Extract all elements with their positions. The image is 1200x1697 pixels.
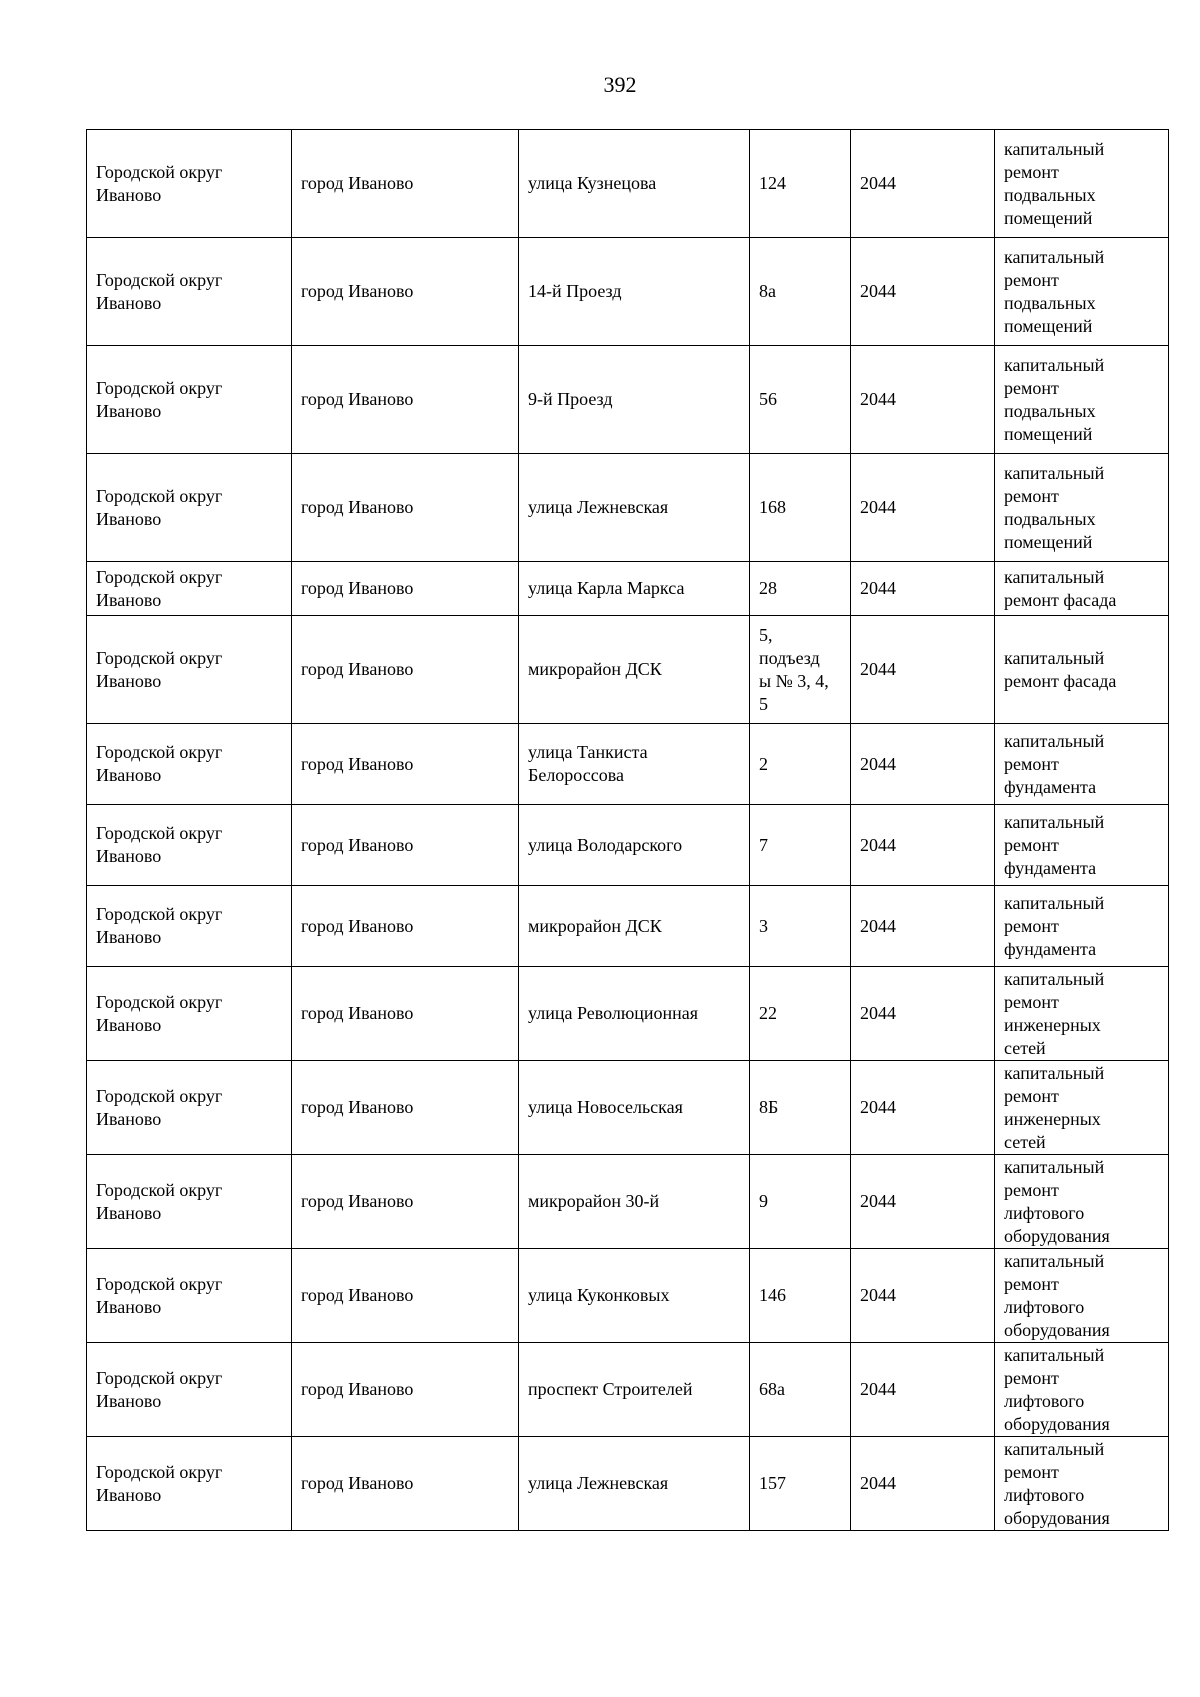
year-cell-text: 2044 — [860, 1097, 896, 1117]
house-number-cell-text: 146 — [759, 1285, 786, 1305]
house-number-cell-text: 2 — [759, 753, 768, 774]
settlement-cell — [292, 130, 519, 238]
year-cell — [851, 1249, 995, 1343]
street-cell-text: микрорайон ДСК — [528, 659, 662, 679]
table-row — [87, 1155, 1169, 1249]
house-number-cell — [750, 562, 851, 616]
street-cell-text: улица Куконковых — [528, 1285, 670, 1305]
municipality-cell — [87, 1061, 292, 1155]
work-type-cell-text: капитальный ремонт лифтового оборудования — [1004, 1344, 1110, 1434]
municipality-cell-text: Городской округ Иваново — [96, 161, 223, 205]
street-cell — [519, 454, 750, 562]
house-number-cell — [750, 1437, 851, 1531]
house-number-cell-text: 124 — [759, 173, 786, 193]
year-cell-text: 2044 — [860, 281, 896, 301]
table-row — [87, 454, 1169, 562]
street-cell-text: проспект Строителей — [528, 1379, 693, 1399]
year-cell — [851, 1155, 995, 1249]
page-number: 392 — [603, 72, 637, 97]
settlement-cell — [292, 724, 519, 805]
municipality-cell — [87, 238, 292, 346]
house-number-cell — [750, 454, 851, 562]
house-number-cell — [750, 805, 851, 886]
year-cell — [851, 886, 995, 967]
work-type-cell — [995, 454, 1169, 562]
works-table — [86, 129, 1169, 1531]
house-number-cell — [750, 1061, 851, 1155]
year-cell — [851, 238, 995, 346]
work-type-cell — [995, 130, 1169, 238]
settlement-cell-text: город Иваново — [301, 1379, 414, 1399]
work-type-cell-text: капитальный ремонт инженерных сетей — [1004, 1062, 1105, 1152]
street-cell — [519, 1343, 750, 1437]
house-number-cell — [750, 346, 851, 454]
street-cell — [519, 805, 750, 886]
settlement-cell-text: город Иваново — [301, 834, 414, 855]
municipality-cell — [87, 562, 292, 616]
house-number-cell-text: 56 — [759, 389, 777, 409]
house-number-cell-text: 68а — [759, 1379, 785, 1399]
table-row — [87, 238, 1169, 346]
house-number-cell — [750, 1249, 851, 1343]
work-type-cell-text: капитальный ремонт фундамента — [1004, 892, 1105, 959]
year-cell-text: 2044 — [860, 173, 896, 193]
settlement-cell-text: город Иваново — [301, 1473, 414, 1493]
house-number-cell-text: 9 — [759, 1191, 768, 1211]
street-cell — [519, 238, 750, 346]
street-cell-text: улица Володарского — [528, 834, 683, 855]
street-cell — [519, 616, 750, 724]
street-cell-text: микрорайон ДСК — [528, 915, 662, 936]
work-type-cell — [995, 616, 1169, 724]
settlement-cell — [292, 616, 519, 724]
street-cell-text: улица Лежневская — [528, 497, 669, 517]
house-number-cell-text: 8а — [759, 281, 776, 301]
settlement-cell — [292, 886, 519, 967]
work-type-cell — [995, 886, 1169, 967]
street-cell — [519, 130, 750, 238]
year-cell — [851, 1437, 995, 1531]
table-row — [87, 562, 1169, 616]
house-number-cell — [750, 1343, 851, 1437]
settlement-cell — [292, 1061, 519, 1155]
year-cell-text: 2044 — [860, 1003, 896, 1023]
street-cell-text: улица Карла Маркса — [528, 578, 685, 598]
settlement-cell — [292, 1437, 519, 1531]
street-cell-text: улица Революционная — [528, 1003, 699, 1023]
settlement-cell — [292, 346, 519, 454]
work-type-cell-text: капитальный ремонт фасада — [1004, 566, 1117, 610]
table-row — [87, 724, 1169, 805]
settlement-cell — [292, 1155, 519, 1249]
year-cell — [851, 1343, 995, 1437]
year-cell-text: 2044 — [860, 834, 896, 855]
work-type-cell-text: капитальный ремонт лифтового оборудования — [1004, 1250, 1110, 1340]
street-cell-text: улица Танкиста Белороссова — [528, 742, 648, 785]
year-cell-text: 2044 — [860, 659, 896, 679]
work-type-cell — [995, 238, 1169, 346]
work-type-cell-text: капитальный ремонт подвальных помещений — [1004, 246, 1105, 336]
settlement-cell-text: город Иваново — [301, 281, 414, 301]
table-row — [87, 616, 1169, 724]
settlement-cell-text: город Иваново — [301, 1097, 414, 1117]
municipality-cell — [87, 1155, 292, 1249]
settlement-cell-text: город Иваново — [301, 753, 414, 774]
work-type-cell-text: капитальный ремонт лифтового оборудования — [1004, 1156, 1110, 1246]
street-cell — [519, 1155, 750, 1249]
work-type-cell-text: капитальный ремонт подвальных помещений — [1004, 354, 1105, 444]
year-cell — [851, 454, 995, 562]
settlement-cell-text: город Иваново — [301, 389, 414, 409]
work-type-cell-text: капитальный ремонт фундамента — [1004, 811, 1105, 878]
house-number-cell-text: 168 — [759, 497, 786, 517]
year-cell-text: 2044 — [860, 578, 896, 598]
work-type-cell-text: капитальный ремонт лифтового оборудования — [1004, 1438, 1110, 1528]
street-cell-text: микрорайон 30-й — [528, 1191, 660, 1211]
municipality-cell-text: Городской округ Иваново — [96, 1179, 223, 1223]
municipality-cell — [87, 616, 292, 724]
street-cell — [519, 346, 750, 454]
municipality-cell-text: Городской округ Иваново — [96, 904, 223, 947]
table-row — [87, 346, 1169, 454]
settlement-cell — [292, 1249, 519, 1343]
settlement-cell — [292, 238, 519, 346]
house-number-cell-text: 7 — [759, 834, 768, 855]
street-cell — [519, 1061, 750, 1155]
year-cell-text: 2044 — [860, 1191, 896, 1211]
settlement-cell-text: город Иваново — [301, 1285, 414, 1305]
work-type-cell — [995, 1437, 1169, 1531]
house-number-cell-text: 3 — [759, 915, 768, 936]
year-cell — [851, 967, 995, 1061]
work-type-cell — [995, 562, 1169, 616]
work-type-cell — [995, 1061, 1169, 1155]
settlement-cell — [292, 1343, 519, 1437]
year-cell — [851, 616, 995, 724]
year-cell — [851, 346, 995, 454]
municipality-cell — [87, 967, 292, 1061]
house-number-cell-text: 157 — [759, 1473, 786, 1493]
settlement-cell-text: город Иваново — [301, 173, 414, 193]
year-cell-text: 2044 — [860, 497, 896, 517]
house-number-cell-text: 8Б — [759, 1097, 779, 1117]
table-row — [87, 805, 1169, 886]
work-type-cell — [995, 805, 1169, 886]
year-cell-text: 2044 — [860, 1473, 896, 1493]
house-number-cell — [750, 724, 851, 805]
house-number-cell — [750, 130, 851, 238]
municipality-cell-text: Городской округ Иваново — [96, 742, 223, 785]
street-cell — [519, 1249, 750, 1343]
settlement-cell-text: город Иваново — [301, 497, 414, 517]
street-cell — [519, 562, 750, 616]
table-body — [87, 130, 1169, 1531]
work-type-cell — [995, 1343, 1169, 1437]
work-type-cell — [995, 346, 1169, 454]
municipality-cell — [87, 130, 292, 238]
street-cell — [519, 886, 750, 967]
settlement-cell — [292, 454, 519, 562]
municipality-cell — [87, 1437, 292, 1531]
year-cell-text: 2044 — [860, 389, 896, 409]
year-cell — [851, 805, 995, 886]
work-type-cell — [995, 1155, 1169, 1249]
work-type-cell-text: капитальный ремонт подвальных помещений — [1004, 138, 1105, 228]
settlement-cell-text: город Иваново — [301, 915, 414, 936]
street-cell-text: 9-й Проезд — [528, 389, 613, 409]
house-number-cell-text: 5, подъезд ы № 3, 4, 5 — [759, 624, 829, 714]
municipality-cell-text: Городской округ Иваново — [96, 823, 223, 866]
street-cell-text: улица Кузнецова — [528, 173, 657, 193]
year-cell-text: 2044 — [860, 1285, 896, 1305]
table-row — [87, 1437, 1169, 1531]
municipality-cell-text: Городской округ Иваново — [96, 1461, 223, 1505]
table-row — [87, 1249, 1169, 1343]
municipality-cell-text: Городской округ Иваново — [96, 991, 223, 1035]
municipality-cell — [87, 805, 292, 886]
settlement-cell-text: город Иваново — [301, 1191, 414, 1211]
settlement-cell — [292, 805, 519, 886]
municipality-cell — [87, 1343, 292, 1437]
work-type-cell-text: капитальный ремонт фасада — [1004, 647, 1117, 691]
house-number-cell-text: 22 — [759, 1003, 777, 1023]
table-row — [87, 130, 1169, 238]
municipality-cell-text: Городской округ Иваново — [96, 269, 223, 313]
municipality-cell-text: Городской округ Иваново — [96, 647, 223, 691]
table-row — [87, 1343, 1169, 1437]
table-row — [87, 967, 1169, 1061]
settlement-cell-text: город Иваново — [301, 578, 414, 598]
municipality-cell — [87, 346, 292, 454]
settlement-cell — [292, 562, 519, 616]
table-row — [87, 1061, 1169, 1155]
work-type-cell-text: капитальный ремонт фундамента — [1004, 730, 1105, 797]
house-number-cell — [750, 886, 851, 967]
street-cell-text: улица Лежневская — [528, 1473, 669, 1493]
work-type-cell — [995, 1249, 1169, 1343]
municipality-cell-text: Городской округ Иваново — [96, 1085, 223, 1129]
street-cell-text: улица Новосельская — [528, 1097, 683, 1117]
work-type-cell — [995, 967, 1169, 1061]
municipality-cell-text: Городской округ Иваново — [96, 1367, 223, 1411]
table-row — [87, 886, 1169, 967]
settlement-cell — [292, 967, 519, 1061]
municipality-cell-text: Городской округ Иваново — [96, 566, 223, 610]
year-cell — [851, 130, 995, 238]
municipality-cell — [87, 1249, 292, 1343]
year-cell — [851, 562, 995, 616]
municipality-cell — [87, 886, 292, 967]
year-cell-text: 2044 — [860, 1379, 896, 1399]
work-type-cell-text: капитальный ремонт инженерных сетей — [1004, 968, 1105, 1058]
house-number-cell-text: 28 — [759, 578, 777, 598]
municipality-cell-text: Городской округ Иваново — [96, 377, 223, 421]
municipality-cell — [87, 454, 292, 562]
year-cell — [851, 724, 995, 805]
settlement-cell-text: город Иваново — [301, 659, 414, 679]
settlement-cell-text: город Иваново — [301, 1003, 414, 1023]
house-number-cell — [750, 238, 851, 346]
house-number-cell — [750, 967, 851, 1061]
year-cell — [851, 1061, 995, 1155]
work-type-cell-text: капитальный ремонт подвальных помещений — [1004, 462, 1105, 552]
municipality-cell-text: Городской округ Иваново — [96, 1273, 223, 1317]
work-type-cell — [995, 724, 1169, 805]
year-cell-text: 2044 — [860, 753, 896, 774]
house-number-cell — [750, 1155, 851, 1249]
municipality-cell-text: Городской округ Иваново — [96, 485, 223, 529]
municipality-cell — [87, 724, 292, 805]
street-cell-text: 14-й Проезд — [528, 281, 622, 301]
house-number-cell — [750, 616, 851, 724]
street-cell — [519, 724, 750, 805]
year-cell-text: 2044 — [860, 915, 896, 936]
street-cell — [519, 967, 750, 1061]
street-cell — [519, 1437, 750, 1531]
